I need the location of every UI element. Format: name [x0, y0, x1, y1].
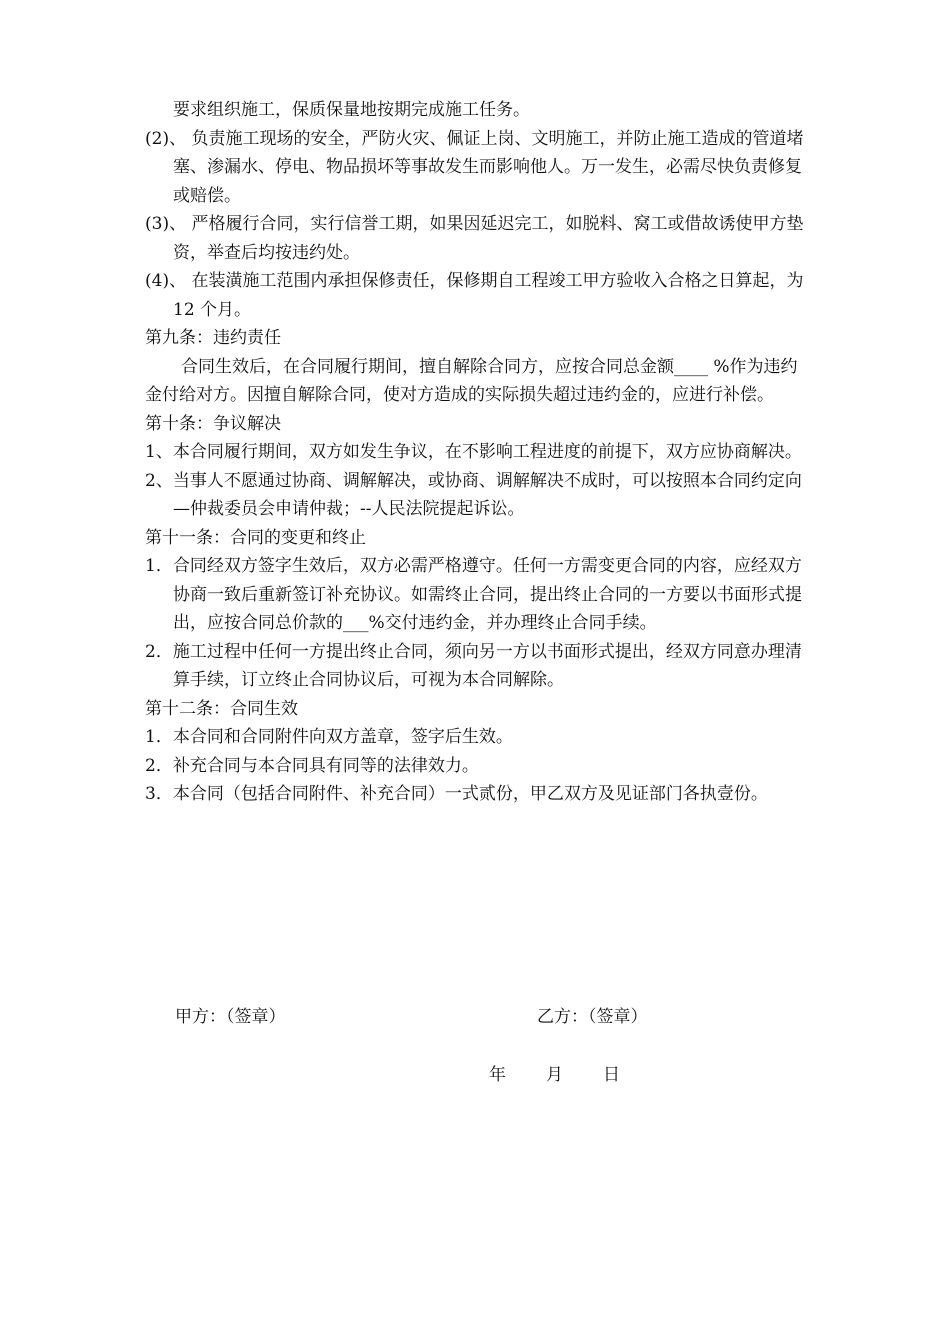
signature-row: [175, 1002, 695, 1030]
article-9-title: 第九条：违约责任: [145, 328, 281, 348]
list-item: (2)、 负责施工现场的安全，严防火灾、佩证上岗、文明施工，并防止施工造成的管道堵塞、渗漏水、停电、物品损坏等事故发生而影响他人。万一发生，必需尽快负责修复或赔偿。: [145, 128, 804, 206]
article-10-title: 第十条：争议解决: [145, 413, 281, 434]
list-item: 3．本合同（包括合同附件、补充合同）一式贰份，甲乙双方及见证部门各执壹份。: [145, 784, 768, 804]
article-9-text: 合同生效后，在合同履行期间，擅自解除合同方，应按合同总金额____ %作为违约金付给对方。因擅自解除合同，使对方造成的实际损失超过违约金的，应进行补偿。: [145, 356, 798, 405]
date-day: 日: [603, 1065, 620, 1085]
continued-line: 要求组织施工，保质保量地按期完成施工任务。: [173, 100, 530, 120]
list-item: (3)、 严格履行合同，实行信誉工期，如果因延迟完工，如脱料、窝工或借故诱使甲方垫资，举查后均按违约处。: [145, 214, 804, 263]
article-11-title: 第十一条：合同的变更和终止: [145, 527, 366, 548]
party-b-signature: 乙方：（签章）: [537, 1007, 648, 1027]
date-month: 月: [546, 1065, 563, 1085]
list-item: (4)、 在装潢施工范围内承担保修责任，保修期自工程竣工甲方验收入合格之日算起，为 12 个月。: [145, 271, 804, 320]
signature-date: [489, 1060, 620, 1085]
list-item: 1．本合同和合同附件向双方盖章，签字后生效。: [145, 727, 513, 747]
date-year: 年: [489, 1065, 506, 1085]
contract-body: [145, 96, 810, 809]
article-12-title: 第十二条：合同生效: [145, 698, 298, 719]
list-item: 1．合同经双方签字生效后，双方必需严格遵守。任何一方需变更合同的内容，应经双方协商一致后重新签订补充协议。如需终止合同，提出终止合同的一方要以书面形式提出，应按合同总价款的___%交付违约金，并办理终止合同手续。: [145, 556, 802, 633]
list-item: 2．补充合同与本合同具有同等的法律效力。: [145, 755, 479, 776]
list-item: 2、当事人不愿通过协商、调解解决，或协商、调解解决不成时，可以按照本合同约定向—仲裁委员会申请仲裁；--人民法院提起诉讼。: [145, 470, 802, 519]
party-a-signature: 甲方：（签章）: [175, 1007, 286, 1027]
list-item: 1、本合同履行期间，双方如发生争议，在不影响工程进度的前提下，双方应协商解决。: [145, 442, 802, 462]
list-item: 2．施工过程中任何一方提出终止合同，须向另一方以书面形式提出，经双方同意办理清算手续，订立终止合同协议后，可视为本合同解除。: [145, 641, 802, 690]
